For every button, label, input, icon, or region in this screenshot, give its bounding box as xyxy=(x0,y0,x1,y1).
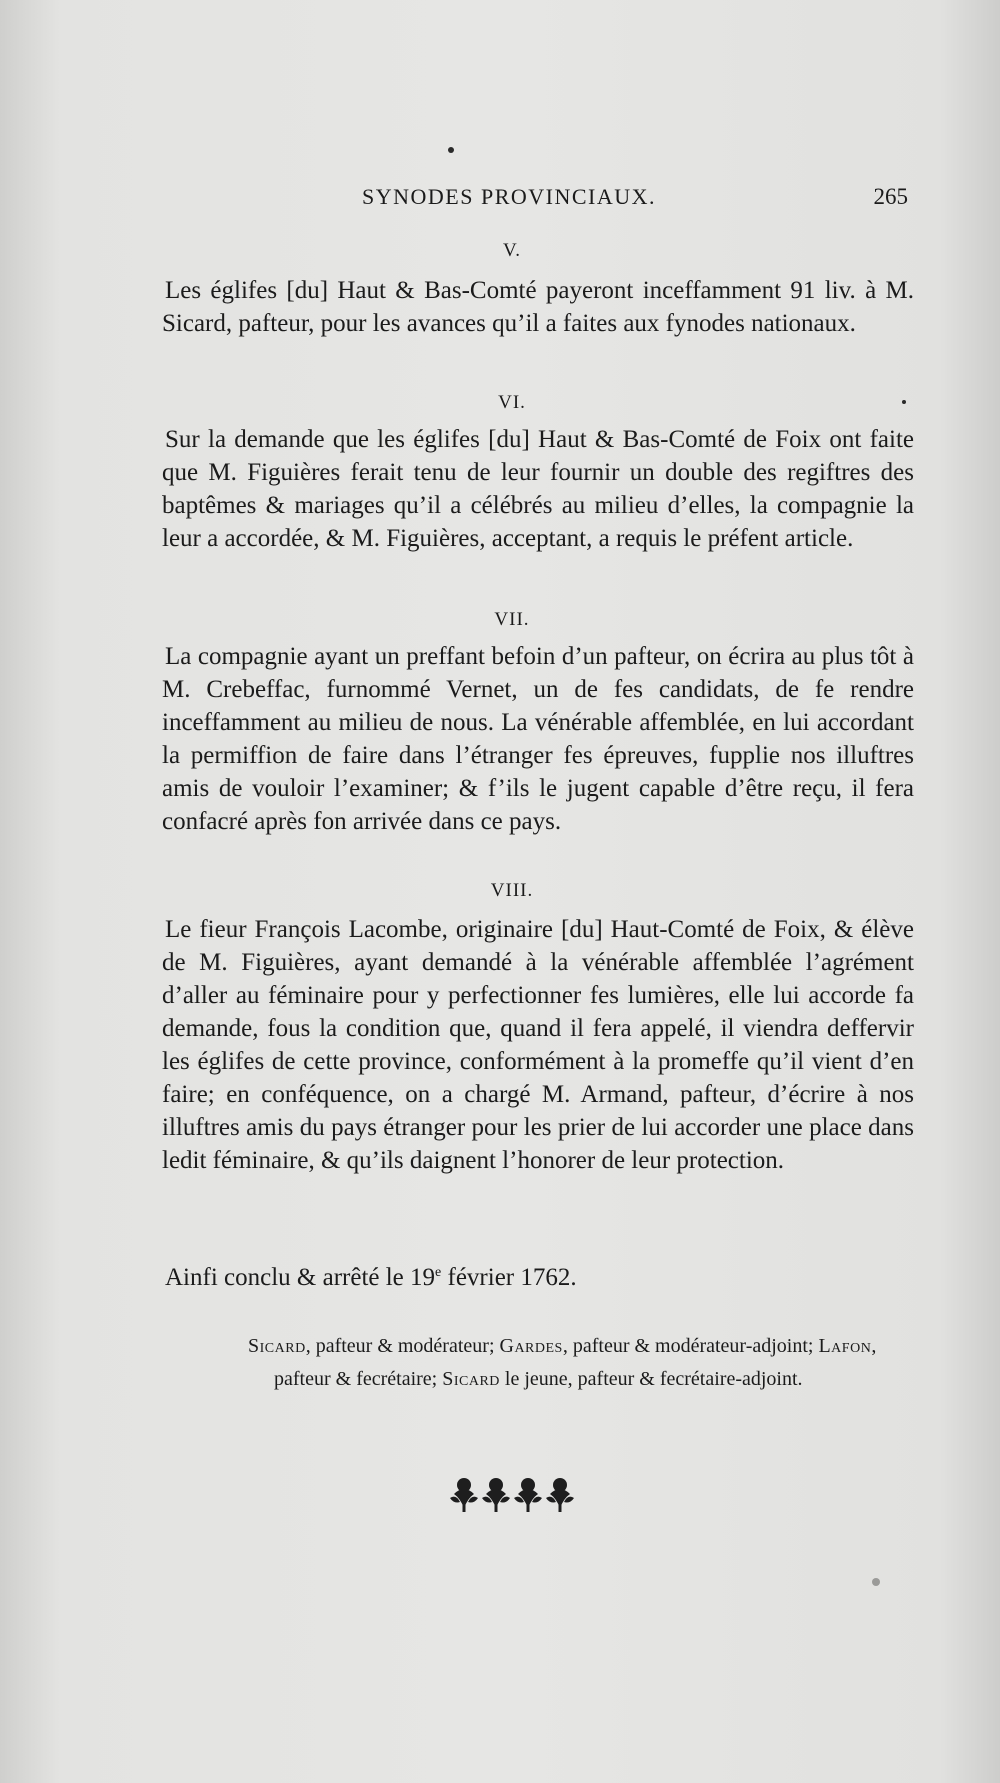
closing-date: février 1762. xyxy=(441,1264,577,1291)
section-label-v: V. xyxy=(502,240,522,261)
signatures-block xyxy=(248,1330,915,1396)
signatory-name: Sicard xyxy=(248,1335,306,1357)
closing-text: Ainfi conclu & arrêté le 19 xyxy=(165,1264,436,1291)
ink-speck xyxy=(872,1578,880,1586)
signatory-name: Gardes xyxy=(499,1335,563,1357)
article-paragraph-viii: Le fieur François Lacombe, originaire [du] Haut-Comté de Foix, & élève de M. Figuières, ayant demandé à la vénérable affemblée l’agrément d’aller au féminaire pour y perfectionner fes lumières, elle lui accorde fa demande, fous la condition que, quand il fera appelé, il viendra deffervir les églifes de cette province, conformément à la promeffe qu’il vient d’en faire; en conféquence, on a chargé M. Armand, pafteur, d’écrire à nos illuftres amis du pays étranger pour les prier de lui accorder une place dans ledit féminaire, & qu’ils daignent l’honorer de leur protection. xyxy=(162,916,914,1174)
page-number: 265 xyxy=(873,184,908,209)
running-head xyxy=(162,184,908,218)
ink-speck xyxy=(902,400,906,404)
signatory-name: Sicard xyxy=(442,1368,500,1390)
signatory-role: , pafteur & modérateur; xyxy=(305,1335,500,1357)
section-label-vi: VI. xyxy=(498,392,526,413)
section-label-vii: VII. xyxy=(494,609,530,630)
running-title: SYNODES PROVINCIAUX. xyxy=(362,184,657,209)
section-label-viii: VIII. xyxy=(490,880,534,901)
article-paragraph-vi: Sur la demande que les églifes [du] Haut & Bas-Comté de Foix ont faite que M. Figuières ferait tenu de leur fournir un double des regiftres des baptêmes & mariages qu’il a célébrés au milieu d’elles, la compagnie la leur a accordée, & M. Figuières, acceptant, a requis le préfent article. xyxy=(162,426,914,552)
signatory-role: , pafteur & modérateur-adjoint; xyxy=(562,1335,819,1357)
ink-speck xyxy=(448,147,454,153)
signatory-role: , pafteur & fecrétaire; xyxy=(274,1335,877,1390)
article-paragraph-vii: La compagnie ayant un preffant befoin d’un pafteur, on écrira au plus tôt à M. Crebeffac, furnommé Vernet, un de fes candidats, de fe rendre inceffamment au milieu de nous. La vénérable affemblée, en lui accordant la permiffion de faire dans l’étranger fes épreuves, fupplie nos illuftres amis de vouloir l’examiner; & f’ils le jugent capable d’être reçu, il fera confacré après fon arrivée dans ce pays. xyxy=(162,643,914,835)
closing-superscript: e xyxy=(435,1265,442,1280)
closing-statement xyxy=(165,1264,577,1292)
signatory-role: le jeune, pafteur & fecrétaire-adjoint. xyxy=(499,1368,803,1390)
article-paragraph-v: Les églifes [du] Haut & Bas-Comté payeront inceffamment 91 liv. à M. Sicard, pafteur, pour les avances qu’il a faites aux fynodes nationaux. xyxy=(162,277,914,337)
floral-fleuron-icon xyxy=(448,1476,578,1516)
signatory-name: Lafon xyxy=(818,1335,872,1357)
